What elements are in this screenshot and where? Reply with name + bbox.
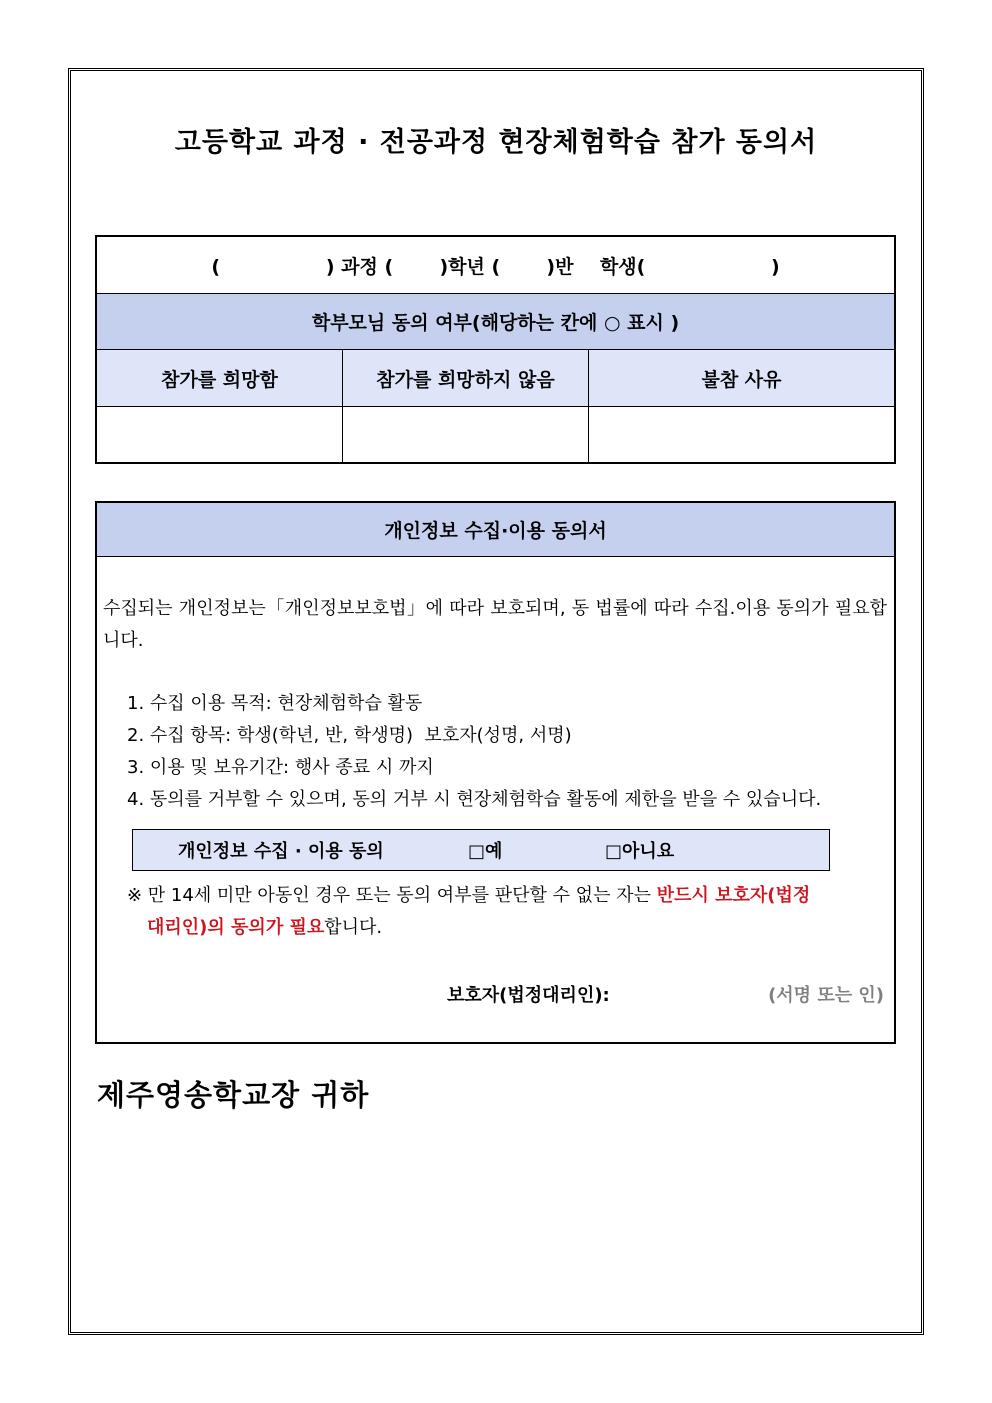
- list-item: 4. 동의를 거부할 수 있으며, 동의 거부 시 현장체험학습 활동에 제한을 받을 수 있습니다.: [127, 789, 822, 810]
- note-emphasis-1: 반드시 보호자(법정: [656, 885, 811, 906]
- privacy-items: [127, 688, 821, 816]
- consent-label: 개인정보 수집 · 이용 동의: [178, 841, 384, 862]
- entry-wish-participate[interactable]: [97, 407, 343, 462]
- col-absence-reason: 불참 사유: [701, 368, 782, 391]
- list-item: 3. 이용 및 보유기간: 행사 종료 시 까지: [127, 757, 434, 778]
- col-wish-participate: 참가를 희망함: [97, 350, 343, 406]
- col-wish-not-participate: 참가를 희망하지 않음: [343, 350, 589, 406]
- entry-absence-reason[interactable]: [589, 407, 894, 462]
- consent-no-checkbox[interactable]: □아니요: [605, 841, 675, 862]
- addressee: 제주영송학교장 귀하: [97, 1078, 370, 1112]
- list-item: 2. 수집 항목: 학생(학년, 반, 학생명) 보호자(성명, 서명): [127, 725, 572, 746]
- participation-table: [95, 235, 896, 464]
- document-title: 고등학교 과정 · 전공과정 현장체험학습 참가 동의서: [174, 127, 818, 158]
- consent-yes-checkbox[interactable]: □예: [468, 841, 503, 862]
- note-suffix: 합니다.: [324, 917, 383, 938]
- consent-columns-header: [97, 350, 894, 407]
- student-info-text: ( ) 과정 ( )학년 ( )반 학생( ): [211, 255, 780, 278]
- note-emphasis-2: 대리인)의 동의가 필요: [147, 917, 325, 938]
- list-item: 1. 수집 이용 목적: 현장체험학습 활동: [127, 693, 423, 714]
- entry-wish-not-participate[interactable]: [343, 407, 589, 462]
- privacy-consent-section: [95, 501, 896, 1044]
- parent-consent-heading: 학부모님 동의 여부(해당하는 칸에 ○ 표시 ): [97, 294, 894, 350]
- privacy-paragraph: 수집되는 개인정보는「개인정보보호법」에 따라 보호되며, 동 법률에 따라 수집.이용 동의가 필요합니다.: [103, 598, 887, 651]
- guardian-note: [127, 880, 887, 944]
- note-prefix: ※ 만 14세 미만 아동인 경우 또는 동의 여부를 판단할 수 없는 자는: [127, 885, 657, 906]
- student-info-row: [97, 237, 894, 294]
- consent-entry-row: [97, 407, 894, 462]
- guardian-label: 보호자(법정대리인):: [447, 985, 610, 1006]
- privacy-consent-box: [132, 829, 830, 871]
- privacy-heading: 개인정보 수집·이용 동의서: [97, 503, 894, 557]
- signature-hint: (서명 또는 인): [768, 985, 884, 1006]
